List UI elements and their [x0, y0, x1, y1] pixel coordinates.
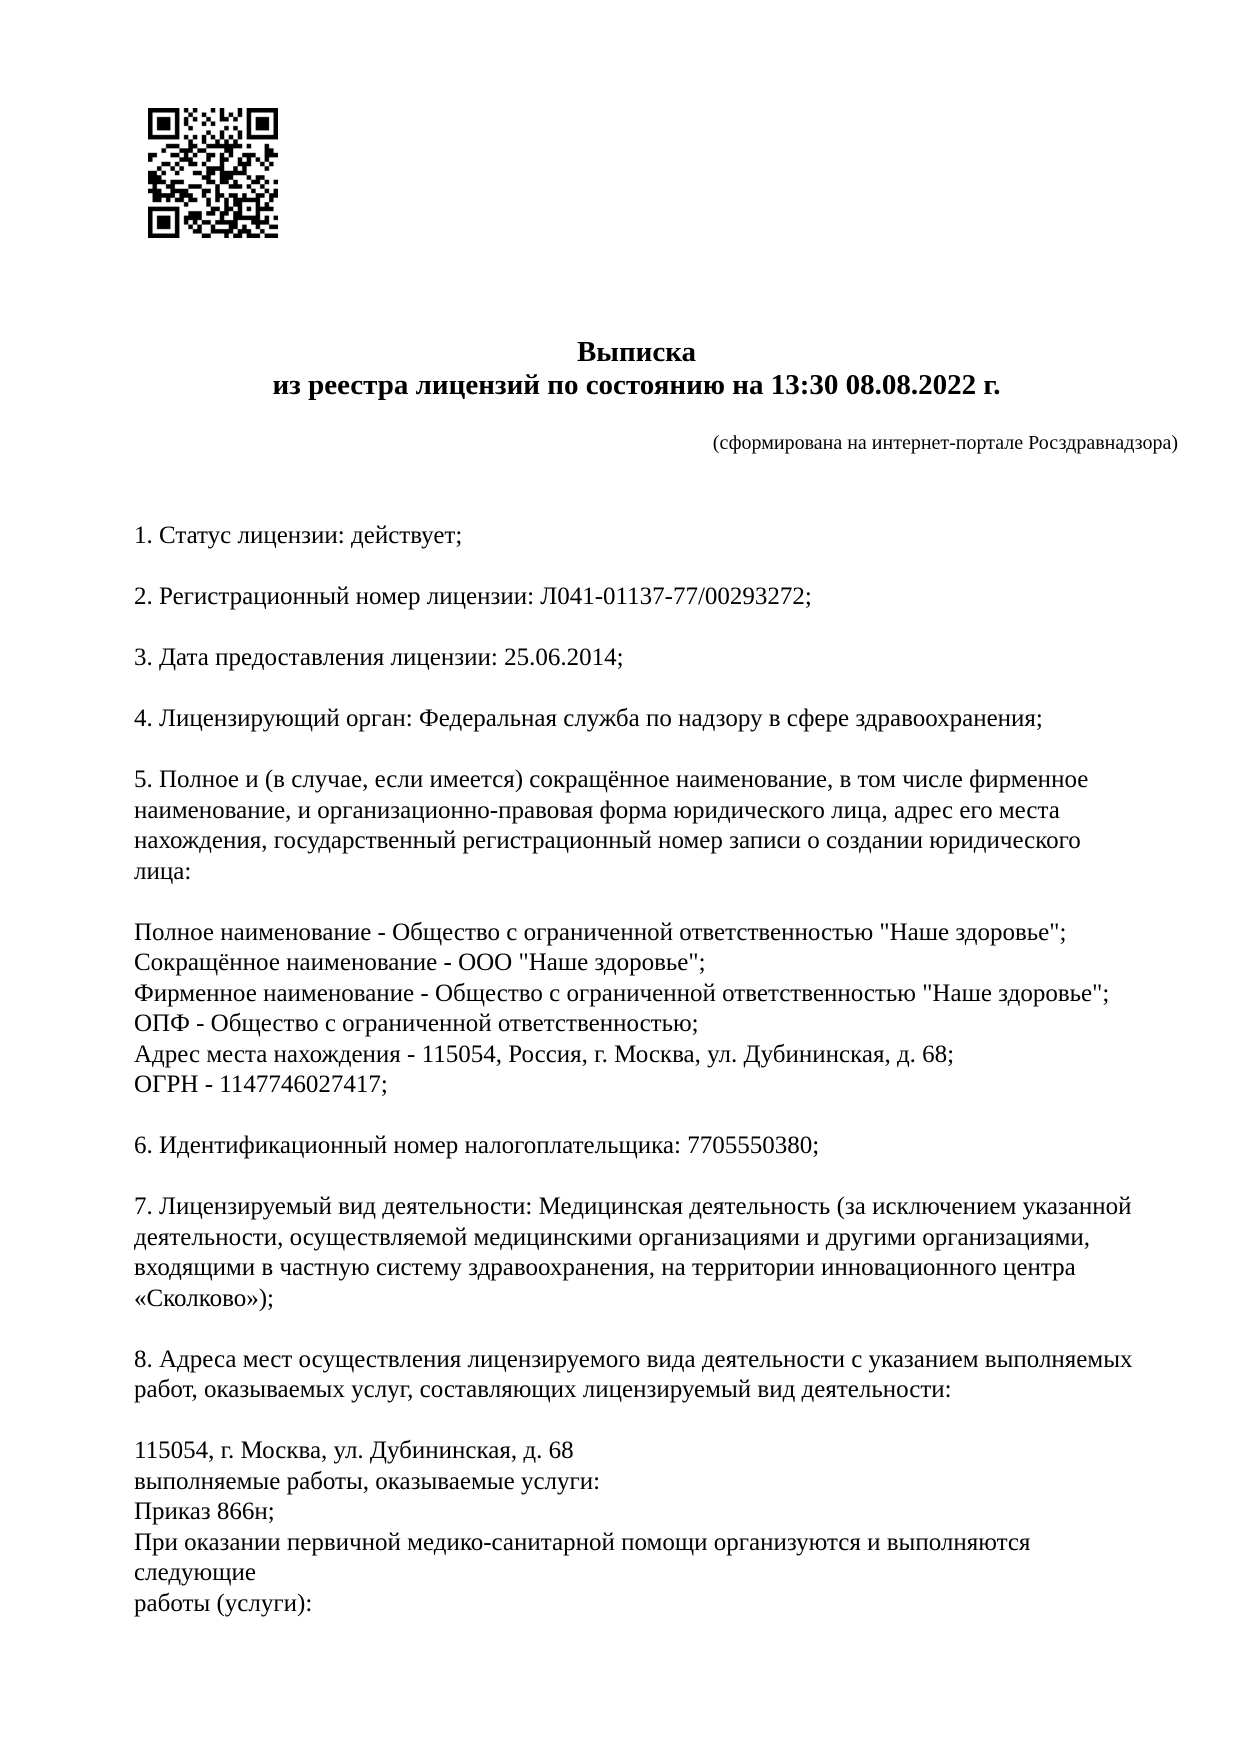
document-body	[134, 521, 1141, 1619]
paragraph-line: ОГРН - 1147746027417;	[134, 1071, 388, 1098]
paragraph-3	[134, 643, 1141, 674]
paragraph-6	[134, 918, 1141, 1101]
paragraph-line: 6. Идентификационный номер налогоплательщика: 7705550380;	[134, 1132, 820, 1159]
paragraph-line: При оказании первичной медико-санитарной помощи организуются и выполняются следующие	[134, 1528, 1031, 1586]
paragraph-line: выполняемые работы, оказываемые услуги:	[134, 1467, 601, 1495]
paragraph-line: 115054, г. Москва, ул. Дубининская, д. 68	[134, 1437, 574, 1464]
paragraph-line: работ, оказываемых услуг, составляющих лицензируемый вид деятельности:	[134, 1376, 952, 1403]
paragraph-7	[134, 1131, 1141, 1162]
qr-code	[148, 108, 278, 238]
paragraph-10	[134, 1436, 1141, 1619]
paragraph-line: 3. Дата предоставления лицензии: 25.06.2014;	[134, 644, 624, 671]
paragraph-9	[134, 1345, 1141, 1406]
paragraph-line: 7. Лицензируемый вид деятельности: Медицинская деятельность (за исключением указанной	[134, 1193, 1132, 1220]
paragraph-1	[134, 521, 1141, 552]
title-line-2: из реестра лицензий по состоянию на 13:30 08.08.2022 г.	[272, 369, 1001, 401]
paragraph-line: «Сколково»);	[134, 1284, 274, 1312]
paragraph-4	[134, 704, 1141, 735]
paragraph-line: Полное наименование - Общество с ограниченной ответственностью "Наше здоровье";	[134, 918, 1067, 946]
paragraph-2	[134, 582, 1141, 613]
document-subtitle: (сформирована на интернет-портале Росздравнадзора)	[712, 432, 1178, 454]
paragraph-line: 1. Статус лицензии: действует;	[134, 522, 463, 549]
paragraph-line: 5. Полное и (в случае, если имеется) сокращённое наименование, в том числе фирменное	[134, 766, 1089, 793]
paragraph-line: 4. Лицензирующий орган: Федеральная служба по надзору в сфере здравоохранения;	[134, 705, 1043, 732]
title-line-1: Выписка	[576, 336, 697, 368]
paragraph-line: работы (услуги):	[134, 1589, 313, 1617]
paragraph-line: Сокращённое наименование - ООО "Наше здоровье";	[134, 949, 706, 976]
paragraph-line: Фирменное наименование - Общество с ограниченной ответственностью "Наше здоровье";	[134, 979, 1110, 1007]
paragraph-line: 2. Регистрационный номер лицензии: Л041-01137-77/00293272;	[134, 583, 812, 610]
paragraph-line: наименование, и организационно-правовая форма юридического лица, адрес его места	[134, 796, 1060, 824]
paragraph-line: 8. Адреса мест осуществления лицензируемого вида деятельности с указанием выполняемых	[134, 1345, 1133, 1373]
paragraph-5	[134, 765, 1141, 887]
paragraph-8	[134, 1192, 1141, 1314]
paragraph-line: Приказ 866н;	[134, 1498, 275, 1525]
paragraph-line: нахождения, государственный регистрационный номер записи о создании юридического лица:	[134, 827, 1081, 885]
paragraph-line: Адрес места нахождения - 115054, Россия, г. Москва, ул. Дубининская, д. 68;	[134, 1040, 955, 1068]
paragraph-line: ОПФ - Общество с ограниченной ответственностью;	[134, 1010, 699, 1037]
document-title	[133, 336, 1140, 402]
paragraph-line: входящими в частную систему здравоохранения, на территории инновационного центра	[134, 1254, 1076, 1281]
paragraph-line: деятельности, осуществляемой медицинскими организациями и другими организациями,	[134, 1223, 1091, 1251]
